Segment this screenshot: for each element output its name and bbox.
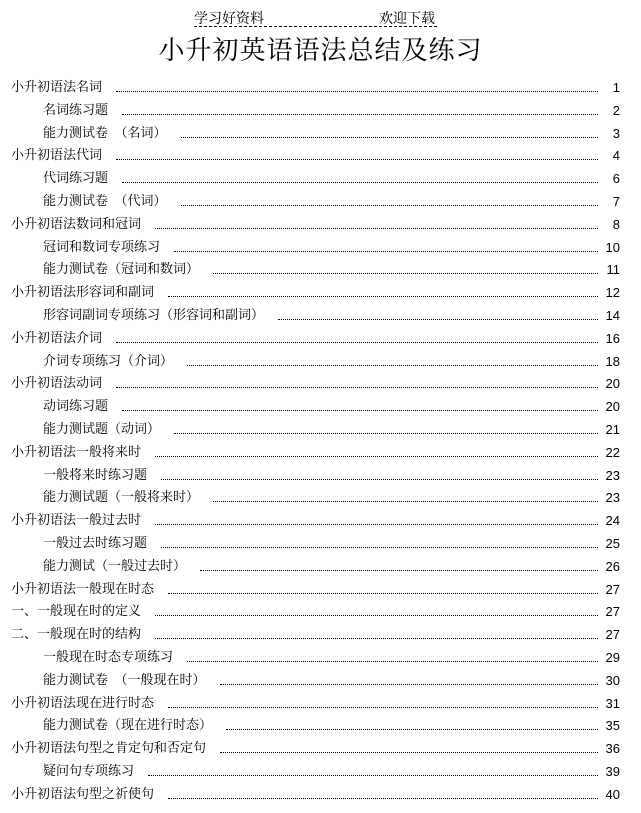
toc-entry-page-number: 7 <box>612 194 620 209</box>
toc-entry-leader <box>187 365 598 366</box>
toc-entry-label: 小升初语法数词和冠词 <box>11 215 141 235</box>
toc-entry-page-number: 20 <box>605 399 620 415</box>
toc-entry-leader <box>148 775 598 776</box>
toc-entry[interactable] <box>0 146 641 166</box>
toc-entry-leader <box>226 729 598 730</box>
toc-entry-page-number: 20 <box>605 376 620 392</box>
toc-entry-page-number: 35 <box>605 718 620 734</box>
toc-entry[interactable] <box>0 443 641 463</box>
toc-entry-leader <box>122 182 598 183</box>
toc-entry-page-number: 30 <box>605 672 620 688</box>
toc-entry-label: 能力测试（一般过去时） <box>43 557 186 577</box>
toc-entry-label: 形容词副词专项练习（形容词和副词） <box>43 306 264 326</box>
toc-entry-leader <box>116 387 598 388</box>
toc-entry-leader <box>213 501 598 502</box>
toc-entry-label: 小升初语法一般将来时 <box>11 443 141 463</box>
toc-entry-label: 代词练习题 <box>43 169 108 189</box>
toc-entry-label: 名词练习题 <box>43 101 108 121</box>
toc-entry[interactable] <box>0 716 641 736</box>
toc-entry-leader <box>187 661 598 662</box>
toc-entry-page-number: 27 <box>605 581 620 597</box>
toc-entry-leader <box>181 205 598 206</box>
toc-entry-label: 动词练习题 <box>43 397 108 417</box>
toc-entry[interactable] <box>0 397 641 417</box>
header-left-text: 学习好资料 <box>194 11 264 27</box>
toc-entry[interactable] <box>0 694 641 714</box>
toc-entry-page-number: 36 <box>605 741 620 757</box>
toc-entry-page-number: 8 <box>612 216 620 232</box>
toc-entry-label: 能力测试卷 （名词） <box>43 124 167 144</box>
toc-entry-leader <box>220 752 598 753</box>
toc-entry-leader <box>122 410 598 411</box>
toc-entry[interactable] <box>0 169 641 189</box>
toc-entry[interactable] <box>0 739 641 759</box>
toc-entry-page-number: 10 <box>605 239 620 255</box>
toc-entry[interactable] <box>0 374 641 394</box>
toc-entry-leader <box>168 707 598 708</box>
toc-entry-label: 小升初语法现在进行时态 <box>11 694 154 714</box>
toc-entry-page-number: 31 <box>605 695 620 711</box>
toc-entry[interactable] <box>0 101 641 121</box>
toc-entry[interactable] <box>0 306 641 326</box>
toc-entry-page-number: 24 <box>605 513 620 529</box>
toc-entry-label: 一般将来时练习题 <box>43 466 147 486</box>
toc-entry-label: 小升初语法名词 <box>11 78 102 98</box>
toc-entry[interactable] <box>0 648 641 668</box>
toc-entry-leader <box>116 91 598 92</box>
toc-entry-leader <box>174 251 598 252</box>
toc-entry-leader <box>116 342 598 343</box>
toc-entry-leader <box>161 479 598 480</box>
toc-entry[interactable] <box>0 511 641 531</box>
toc-entry-label: 小升初语法句型之肯定句和否定句 <box>11 739 206 759</box>
toc-entry-page-number: 3 <box>612 125 620 141</box>
toc-entry-label: 小升初语法动词 <box>11 374 102 394</box>
toc-entry-label: 介词专项练习（介词） <box>43 352 173 372</box>
toc-entry-label: 一般过去时练习题 <box>43 534 147 554</box>
toc-entry[interactable] <box>0 557 641 577</box>
toc-entry[interactable] <box>0 78 641 98</box>
toc-entry-label: 疑问句专项练习 <box>43 762 134 782</box>
toc-entry-page-number: 23 <box>605 490 620 506</box>
toc-entry-label: 小升初语法介词 <box>11 329 102 349</box>
toc-entry-leader <box>116 159 598 160</box>
toc-entry-page-number: 21 <box>605 422 620 437</box>
toc-entry-page-number: 4 <box>612 148 620 164</box>
toc-entry-leader <box>155 524 598 525</box>
toc-entry[interactable] <box>0 238 641 258</box>
toc-entry-label: 小升初语法句型之祈使句 <box>11 785 154 805</box>
toc-entry-label: 能力测试题（动词） <box>43 420 160 440</box>
toc-entry-label: 能力测试卷（冠词和数词） <box>43 260 199 280</box>
toc-entry[interactable] <box>0 671 641 691</box>
toc-entry[interactable] <box>0 466 641 486</box>
toc-entry[interactable] <box>0 420 641 440</box>
toc-entry-label: 能力测试题（一般将来时） <box>43 488 199 508</box>
toc-entry-leader <box>278 319 598 320</box>
document-title: 小升初英语语法总结及练习 <box>158 36 483 66</box>
header-right-text: 欢迎下载 <box>379 11 435 27</box>
toc-entry-page-number: 29 <box>605 650 620 665</box>
toc-entry[interactable] <box>0 192 641 212</box>
toc-entry-page-number: 2 <box>612 102 620 118</box>
toc-entry-page-number: 6 <box>612 171 620 187</box>
toc-entry-label: 小升初语法一般现在时态 <box>11 580 154 600</box>
toc-entry-leader <box>155 615 598 616</box>
toc-entry-label: 小升初语法代词 <box>11 146 102 166</box>
toc-entry-page-number: 16 <box>605 330 620 346</box>
toc-entry-page-number: 39 <box>605 764 620 779</box>
toc-entry-page-number: 25 <box>605 536 620 551</box>
toc-entry-leader <box>161 547 598 548</box>
toc-entry-page-number: 18 <box>605 353 620 369</box>
toc-entry-leader <box>174 433 598 434</box>
toc-entry-label: 能力测试卷（现在进行时态） <box>43 716 212 736</box>
toc-entry-page-number: 23 <box>605 467 620 483</box>
toc-entry-label: 能力测试卷 （一般现在时） <box>43 671 206 691</box>
toc-entry[interactable] <box>0 352 641 372</box>
toc-entry[interactable] <box>0 488 641 508</box>
toc-entry-page-number: 27 <box>605 627 620 643</box>
toc-entry-leader <box>122 114 598 115</box>
toc-entry[interactable] <box>0 625 641 645</box>
toc-entry[interactable] <box>0 329 641 349</box>
toc-entry[interactable] <box>0 124 641 144</box>
toc-entry-label: 冠词和数词专项练习 <box>43 238 160 258</box>
toc-entry-page-number: 26 <box>605 558 620 574</box>
toc-entry-leader <box>200 570 598 571</box>
toc-entry[interactable] <box>0 283 641 303</box>
toc-entry-page-number: 40 <box>605 786 620 802</box>
toc-entry[interactable] <box>0 534 641 554</box>
toc-entry[interactable] <box>0 785 641 805</box>
toc-entry-leader <box>168 798 598 799</box>
toc-entry-label: 二、一般现在时的结构 <box>11 625 141 645</box>
toc-entry-leader <box>168 296 598 297</box>
toc-entry-page-number: 22 <box>605 444 620 460</box>
toc-entry-leader <box>213 273 598 274</box>
toc-entry-page-number: 12 <box>605 285 620 301</box>
toc-entry-label: 一、一般现在时的定义 <box>11 602 141 622</box>
toc-entry-label: 小升初语法一般过去时 <box>11 511 141 531</box>
toc-entry-leader <box>220 684 598 685</box>
toc-entry[interactable] <box>0 215 641 235</box>
toc-entry[interactable] <box>0 580 641 600</box>
toc-entry-page-number: 11 <box>606 262 620 278</box>
toc-entry-page-number: 14 <box>605 308 620 323</box>
toc-entry[interactable] <box>0 762 641 782</box>
toc-entry[interactable] <box>0 602 641 622</box>
toc-entry-leader <box>168 593 598 594</box>
toc-entry-leader <box>181 137 598 138</box>
toc-entry-page-number: 27 <box>605 604 620 620</box>
toc-entry-leader <box>155 228 598 229</box>
toc-entry-leader <box>155 638 598 639</box>
toc-entry-label: 小升初语法形容词和副词 <box>11 283 154 303</box>
toc-entry-label: 一般现在时态专项练习 <box>43 648 173 668</box>
toc-entry[interactable] <box>0 260 641 280</box>
page-header <box>194 6 437 27</box>
toc-entry-page-number: 1 <box>612 80 620 95</box>
toc-entry-leader <box>155 456 598 457</box>
toc-entry-label: 能力测试卷 （代词） <box>43 192 167 212</box>
